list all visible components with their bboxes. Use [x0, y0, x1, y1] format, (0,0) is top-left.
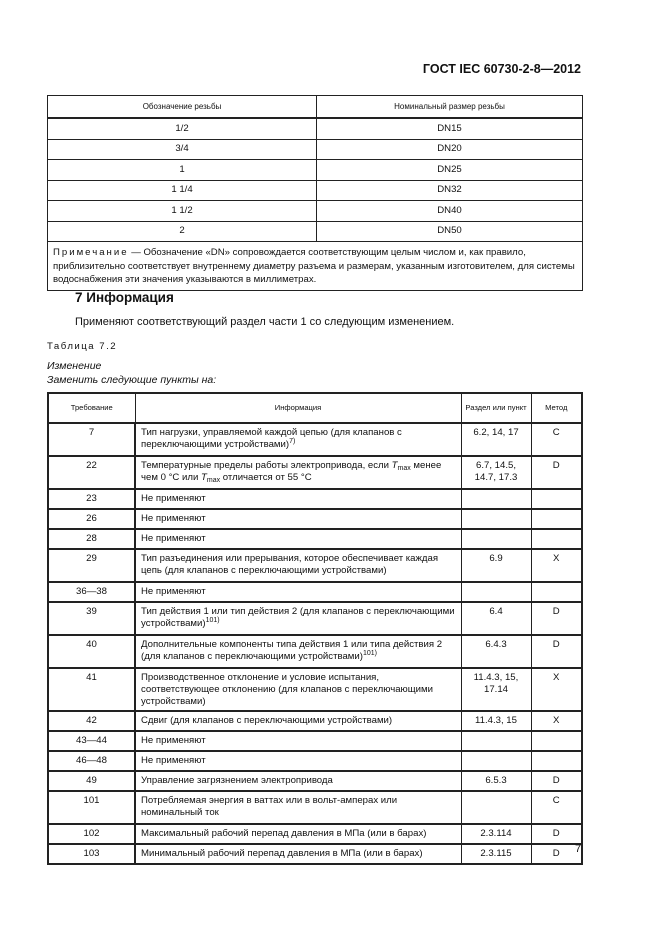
section-cell: 11.4.3, 15 — [461, 711, 531, 731]
section-cell: 2.3.115 — [461, 844, 531, 864]
section-cell — [461, 509, 531, 529]
method-cell: D — [531, 824, 582, 844]
requirement-cell: 41 — [48, 668, 135, 711]
info-text: Потребляемая энергия в ваттах или в вольт-амперах или номинальный ток — [141, 795, 398, 818]
table-row — [48, 549, 582, 582]
thread-designation-cell: 1/2 — [48, 118, 317, 139]
method-cell: D — [531, 635, 582, 668]
info-text: Тип разъединения или прерывания, которое обеспечивает каждая цепь (для клапанов с переключающими устройствами) — [141, 553, 439, 576]
requirement-cell: 42 — [48, 711, 135, 731]
table-row — [48, 731, 582, 751]
requirement-cell: 39 — [48, 602, 135, 635]
column-header: Номинальный размер резьбы — [317, 96, 583, 119]
table-header-row — [48, 393, 582, 423]
section-cell — [461, 489, 531, 509]
table-header-row — [48, 96, 583, 119]
information-table — [47, 392, 583, 865]
document-id-header: ГОСТ IEC 60730-2-8—2012 — [422, 62, 581, 76]
table-row — [48, 489, 582, 509]
info-text: Не применяют — [141, 755, 206, 766]
method-cell — [531, 529, 582, 549]
section-cell: 6.9 — [461, 549, 531, 582]
table-row — [48, 201, 583, 222]
change-label: Изменение — [47, 360, 102, 372]
table-row — [48, 668, 582, 711]
nominal-size-cell: DN50 — [317, 221, 583, 242]
method-cell — [531, 582, 582, 602]
footnote-reference: 101) — [205, 617, 220, 624]
requirement-cell: 26 — [48, 509, 135, 529]
info-text: Сдвиг (для клапанов с переключающими устройствами) — [141, 715, 393, 726]
column-header: Требование — [48, 393, 135, 423]
information-cell — [135, 751, 461, 771]
information-cell — [135, 423, 461, 456]
table-note-row — [48, 242, 583, 291]
information-cell — [135, 668, 461, 711]
method-cell: D — [531, 844, 582, 864]
note-text: — Обозначение «DN» сопровождается соответствующим целым числом и, как правило, приблизительно соответствует внутреннему диаметру разъема и размерам, указанным изготовителем, для системы водоснабжения эти значения указываются в миллиметрах. — [53, 247, 575, 285]
method-cell: X — [531, 668, 582, 711]
section-cell: 6.4 — [461, 602, 531, 635]
information-cell — [135, 844, 461, 864]
requirement-cell: 49 — [48, 771, 135, 791]
section-title: 7 Информация — [75, 290, 174, 305]
information-cell — [135, 602, 461, 635]
table-row — [48, 221, 583, 242]
section-intro: Применяют соответствующий раздел части 1 со следующим изменением. — [75, 316, 455, 328]
method-cell: D — [531, 602, 582, 635]
section-cell: 6.4.3 — [461, 635, 531, 668]
nominal-size-cell: DN20 — [317, 139, 583, 160]
change-block — [47, 360, 216, 387]
table-row — [48, 509, 582, 529]
information-cell — [135, 529, 461, 549]
note-label: Примечание — [53, 247, 129, 258]
section-cell: 2.3.114 — [461, 824, 531, 844]
table-row — [48, 529, 582, 549]
info-text: Не применяют — [141, 735, 206, 746]
table-row — [48, 711, 582, 731]
information-cell — [135, 771, 461, 791]
table-note — [48, 242, 583, 291]
section-cell — [461, 731, 531, 751]
info-text: Управление загрязнением электропривода — [141, 775, 333, 786]
requirement-cell: 46—48 — [48, 751, 135, 771]
requirement-cell: 7 — [48, 423, 135, 456]
section-cell: 6.2, 14, 17 — [461, 423, 531, 456]
table-row — [48, 635, 582, 668]
information-cell — [135, 509, 461, 529]
table-row — [48, 423, 582, 456]
method-cell: X — [531, 549, 582, 582]
column-header: Информация — [135, 393, 461, 423]
info-text: Не применяют — [141, 586, 206, 597]
requirement-cell: 40 — [48, 635, 135, 668]
method-cell — [531, 489, 582, 509]
nominal-size-cell: DN15 — [317, 118, 583, 139]
section-cell: 6.5.3 — [461, 771, 531, 791]
column-header: Метод — [531, 393, 582, 423]
method-cell: X — [531, 711, 582, 731]
thread-designation-cell: 2 — [48, 221, 317, 242]
section-cell — [461, 529, 531, 549]
column-header: Раздел или пункт — [461, 393, 531, 423]
method-cell: D — [531, 771, 582, 791]
info-subscript: max — [206, 477, 221, 484]
requirement-cell: 101 — [48, 791, 135, 824]
nominal-size-cell: DN32 — [317, 180, 583, 201]
thread-designation-cell: 1 — [48, 160, 317, 181]
requirement-cell: 23 — [48, 489, 135, 509]
information-cell — [135, 824, 461, 844]
thread-designation-cell: 1 1/2 — [48, 201, 317, 222]
information-cell — [135, 731, 461, 751]
requirement-cell: 43—44 — [48, 731, 135, 751]
method-cell: D — [531, 456, 582, 489]
info-text: Температурные пределы работы электропривода, если — [141, 460, 392, 471]
requirement-cell: 29 — [48, 549, 135, 582]
info-text: Не применяют — [141, 493, 206, 504]
thread-designation-cell: 1 1/4 — [48, 180, 317, 201]
table-row — [48, 139, 583, 160]
requirement-cell: 103 — [48, 844, 135, 864]
page-number: 7 — [575, 843, 582, 855]
method-cell — [531, 731, 582, 751]
info-text: Тип действия 1 или тип действия 2 (для клапанов с переключающими устройствами) — [141, 606, 455, 629]
table-row — [48, 180, 583, 201]
information-cell — [135, 582, 461, 602]
table-row — [48, 824, 582, 844]
change-text: Заменить следующие пункты на: — [47, 373, 217, 386]
table-row — [48, 602, 582, 635]
footnote-reference: 101) — [362, 650, 377, 657]
nominal-size-cell: DN40 — [317, 201, 583, 222]
requirement-cell: 102 — [48, 824, 135, 844]
info-subscript: max — [397, 465, 411, 472]
table-row — [48, 844, 582, 864]
nominal-size-cell: DN25 — [317, 160, 583, 181]
requirement-cell: 36—38 — [48, 582, 135, 602]
table-row — [48, 456, 582, 489]
table-row — [48, 118, 583, 139]
info-text: Не применяют — [141, 513, 206, 524]
info-symbol: T — [201, 472, 207, 483]
section-cell — [461, 751, 531, 771]
requirement-cell: 22 — [48, 456, 135, 489]
info-text: Производственное отклонение и условие испытания, соответствующее отклонению (для клапанов с переключающими устройствами) — [141, 672, 433, 707]
information-cell — [135, 549, 461, 582]
section-cell: 11.4.3, 15, 17.14 — [461, 668, 531, 711]
information-cell — [135, 635, 461, 668]
thread-designation-cell: 3/4 — [48, 139, 317, 160]
table-row — [48, 771, 582, 791]
table-row — [48, 791, 582, 824]
method-cell — [531, 751, 582, 771]
table-row — [48, 751, 582, 771]
info-text: отличается от 55 °С — [220, 472, 312, 483]
section-cell — [461, 582, 531, 602]
info-text: менее чем 0 °С или — [141, 460, 442, 483]
column-header: Обозначение резьбы — [48, 96, 317, 119]
information-cell — [135, 489, 461, 509]
method-cell — [531, 509, 582, 529]
footnote-reference: 7) — [289, 438, 296, 445]
table-row — [48, 582, 582, 602]
info-text: Максимальный рабочий перепад давления в МПа (или в барах) — [141, 828, 427, 839]
method-cell: C — [531, 423, 582, 456]
information-cell — [135, 791, 461, 824]
thread-size-table — [47, 95, 583, 291]
method-cell: C — [531, 791, 582, 824]
information-cell — [135, 711, 461, 731]
info-text: Тип нагрузки, управляемой каждой цепью (для клапанов с переключающими устройствами) — [141, 427, 402, 450]
information-cell — [135, 456, 461, 489]
table-row — [48, 160, 583, 181]
info-symbol: T — [391, 460, 398, 471]
section-cell: 6.7, 14.5, 14.7, 17.3 — [461, 456, 531, 489]
table-caption: Таблица 7.2 — [47, 341, 118, 352]
info-text: Минимальный рабочий перепад давления в МПа (или в барах) — [141, 848, 423, 859]
info-text: Дополнительные компоненты типа действия 1 или типа действия 2 (для клапанов с переключающими устройствами) — [141, 639, 443, 662]
info-text: Не применяют — [141, 533, 206, 544]
requirement-cell: 28 — [48, 529, 135, 549]
section-cell — [461, 791, 531, 824]
